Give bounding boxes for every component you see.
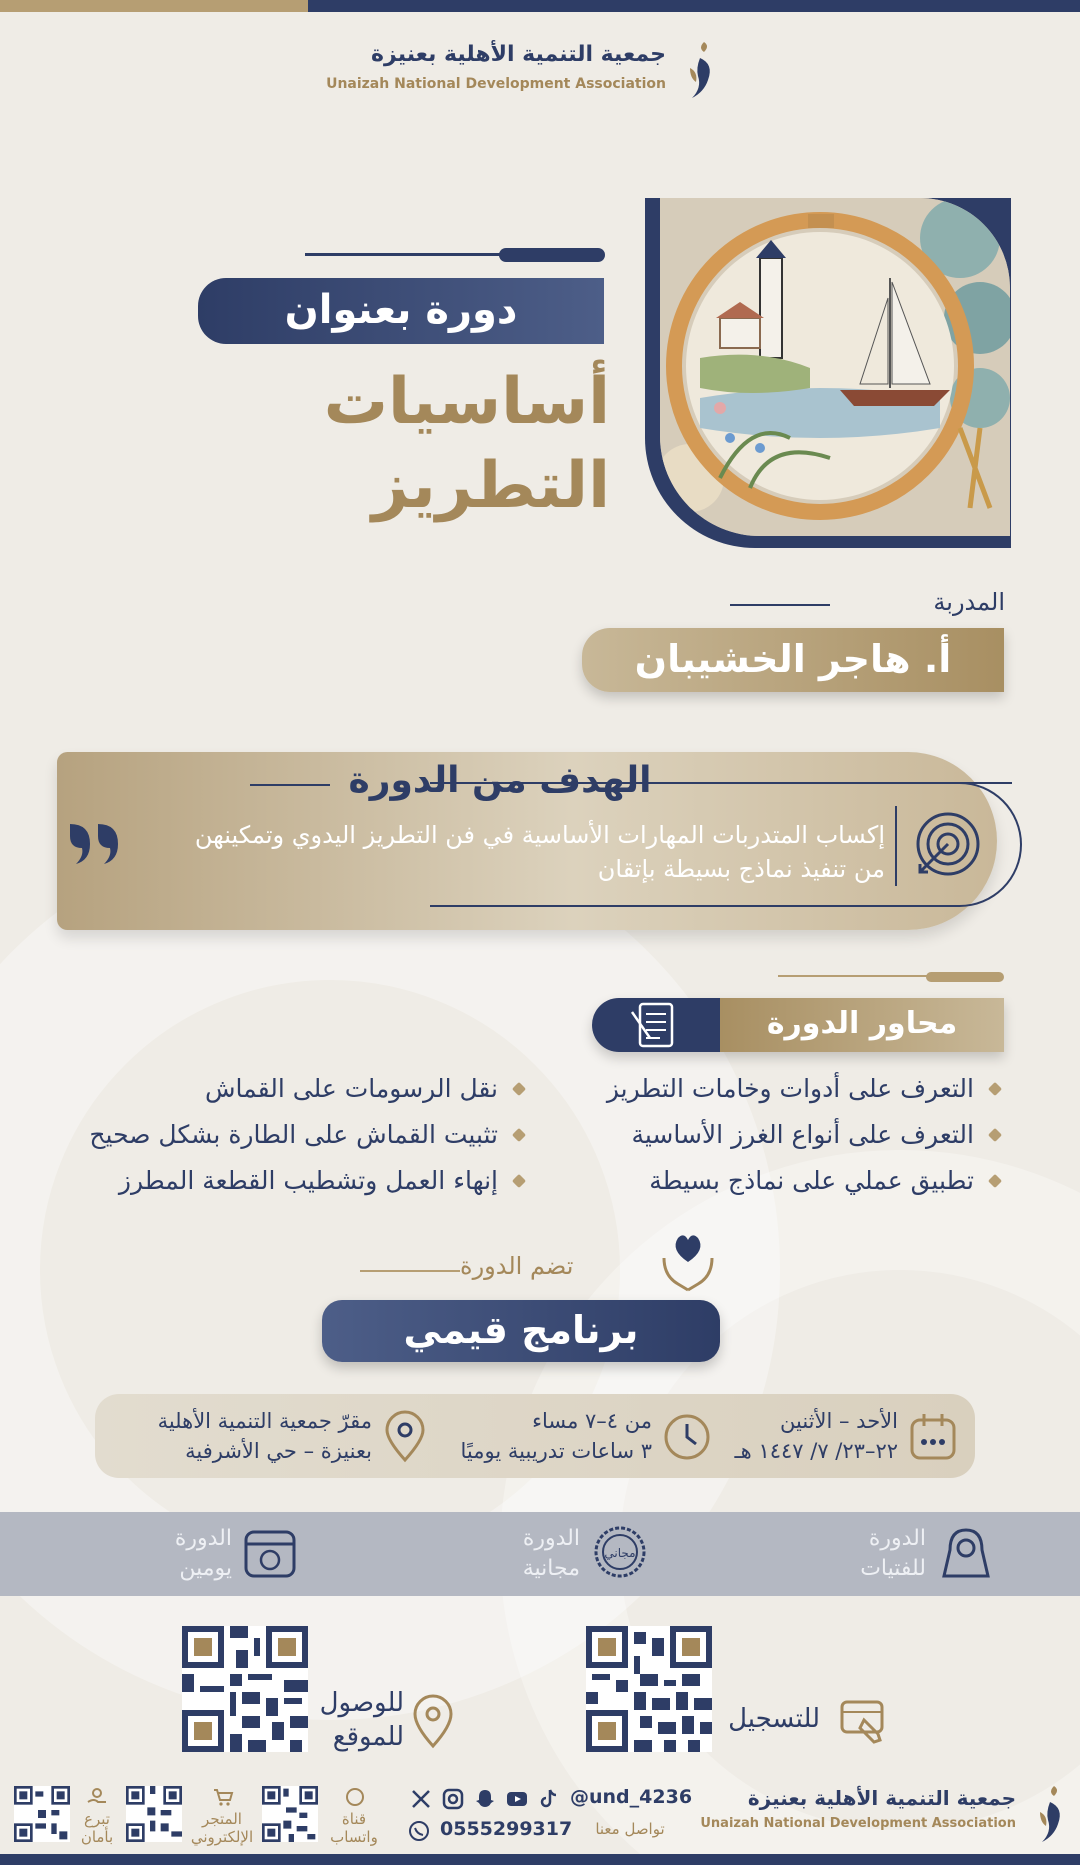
info-days: الأحد – الأثنين xyxy=(780,1409,898,1433)
goal-text-line2: من تنفيذ نماذج بسيطة بإتقان xyxy=(597,855,885,883)
includes-label: تضم الدورة xyxy=(460,1252,574,1280)
goal-title-line xyxy=(712,782,1012,784)
org-logo-mark-icon xyxy=(680,38,720,102)
free-badge-icon xyxy=(592,1524,648,1580)
includes-line xyxy=(360,1270,460,1272)
trainer-name: أ. هاجر الخشيبان xyxy=(582,628,1004,692)
phone-number[interactable]: 0555299317 xyxy=(440,1818,573,1840)
donate-hand-icon xyxy=(86,1786,108,1808)
course-title xyxy=(120,360,610,528)
list-item: تطبيق عملي على نماذج بسيطة xyxy=(568,1158,1008,1204)
info-dates-text: ٢٢–٢٣/ ٧/ ١٤٤٧ هـ xyxy=(734,1439,898,1463)
quote-icon xyxy=(66,820,124,866)
org-name-ar: جمعية التنمية الأهلية بعنيزة xyxy=(371,42,666,67)
axes-list-left xyxy=(52,1066,532,1204)
course-title-line1: أساسيات xyxy=(323,365,610,439)
donate-label-line1: تبرع xyxy=(84,1810,110,1828)
girl-hijab-icon xyxy=(938,1524,994,1580)
trainer-label xyxy=(730,588,1005,618)
title-decor-line xyxy=(305,248,605,260)
donate-qr[interactable] xyxy=(14,1786,70,1842)
info-time-text: من ٤–٧ مساء xyxy=(532,1409,652,1433)
course-prefix: دورة بعنوان xyxy=(198,278,604,344)
free-badge-label: مجاني xyxy=(604,1546,636,1560)
feature-free xyxy=(450,1524,580,1584)
footer-org-name-ar: جمعية التنمية الأهلية بعنيزة xyxy=(747,1786,1016,1810)
whatsapp-channel-qr[interactable] xyxy=(262,1786,318,1842)
location-label-line2: للموقع xyxy=(332,1722,404,1752)
cart-icon xyxy=(212,1786,234,1808)
hero-embroidery-image xyxy=(660,198,1010,536)
whatsapp-icon[interactable] xyxy=(408,1820,430,1842)
location-label xyxy=(318,1686,404,1754)
feature-two-days xyxy=(102,1524,232,1584)
feature-girls xyxy=(796,1524,926,1584)
feature-girls-line1: الدورة xyxy=(868,1526,926,1551)
donate-label-line2: بأمان xyxy=(80,1828,114,1846)
list-item: التعرف على أدوات وخامات التطريز xyxy=(568,1066,1008,1112)
tiktok-icon[interactable] xyxy=(538,1788,560,1810)
feature-days-line2: يومين xyxy=(179,1556,232,1581)
axes-list-right xyxy=(568,1066,1008,1204)
axes-title: محاور الدورة xyxy=(720,998,1004,1052)
target-icon xyxy=(912,808,984,880)
info-dates xyxy=(736,1406,898,1468)
heart-hands-icon xyxy=(660,1232,716,1292)
whatsapp-icon xyxy=(344,1786,366,1808)
register-label: للتسجيل xyxy=(728,1704,820,1734)
location-pin-icon xyxy=(380,1410,430,1464)
goal-divider xyxy=(895,806,897,886)
instagram-icon[interactable] xyxy=(442,1788,464,1810)
register-qr-code[interactable] xyxy=(586,1626,712,1752)
location-pin-icon xyxy=(408,1694,458,1750)
calendar-clock-icon xyxy=(242,1524,298,1580)
goal-text xyxy=(140,818,885,886)
info-place-text: مقرّ جمعية التنمية الأهلية xyxy=(157,1409,372,1433)
store-label xyxy=(188,1810,256,1846)
info-time xyxy=(430,1406,652,1468)
store-label-line1: المتجر xyxy=(202,1810,242,1828)
axes-header-icon-box xyxy=(592,998,720,1052)
clock-icon xyxy=(662,1410,712,1464)
list-item: تثبيت القماش على الطارة بشكل صحيح xyxy=(52,1112,532,1158)
top-bar-accent xyxy=(0,0,308,12)
org-logo xyxy=(326,36,720,106)
footer-logo-mark-icon xyxy=(1030,1782,1070,1846)
goal-text-line1: إكساب المتدربات المهارات الأساسية في فن التطريز اليدوي وتمكينهن xyxy=(194,821,885,849)
contact-label: تواصل معنا xyxy=(595,1820,665,1838)
info-hours: ٣ ساعات تدريبية يوميًا xyxy=(460,1439,652,1463)
trainer-label-text: المدربة xyxy=(933,588,1005,616)
feature-days-line1: الدورة xyxy=(174,1526,232,1551)
axes-header xyxy=(592,998,1004,1052)
feature-girls-line2: للفتيات xyxy=(860,1556,926,1581)
whatsapp-channel-line1: قناة xyxy=(341,1810,367,1828)
notepad-icon xyxy=(592,998,720,1052)
info-area: بعنيزة – حي الأشرفية xyxy=(185,1439,372,1463)
goal-title: الهدف من الدورة xyxy=(348,760,652,801)
whatsapp-channel-label xyxy=(326,1810,382,1846)
snapchat-icon[interactable] xyxy=(474,1788,496,1810)
form-edit-icon xyxy=(838,1696,888,1752)
list-item: نقل الرسومات على القماش xyxy=(52,1066,532,1112)
youtube-icon[interactable] xyxy=(506,1788,528,1810)
list-item: التعرف على أنواع الغرز الأساسية xyxy=(568,1112,1008,1158)
footer-org-name-en: Unaizah National Development Association xyxy=(700,1816,1016,1831)
info-place xyxy=(112,1406,372,1468)
program-pill: برنامج قيمي xyxy=(322,1300,720,1362)
feature-free-line2: مجانية xyxy=(522,1556,580,1581)
feature-free-line1: الدورة xyxy=(522,1526,580,1551)
course-title-line2: التطريز xyxy=(371,449,610,523)
store-label-line2: الإلكتروني xyxy=(190,1828,254,1846)
location-label-line1: للوصول xyxy=(319,1688,404,1718)
whatsapp-channel-line2: واتساب xyxy=(330,1828,378,1846)
footer-bottom-bar xyxy=(0,1854,1080,1865)
calendar-icon xyxy=(908,1410,958,1464)
axes-decor-line xyxy=(778,970,1004,982)
location-qr-code[interactable] xyxy=(182,1626,308,1752)
org-name-en: Unaizah National Development Association xyxy=(326,76,666,92)
x-twitter-icon[interactable] xyxy=(410,1788,432,1810)
social-handle[interactable]: @und_4236 xyxy=(570,1786,693,1808)
list-item: إنهاء العمل وتشطيب القطعة المطرز xyxy=(52,1158,532,1204)
donate-label xyxy=(74,1810,120,1846)
store-qr[interactable] xyxy=(126,1786,182,1842)
